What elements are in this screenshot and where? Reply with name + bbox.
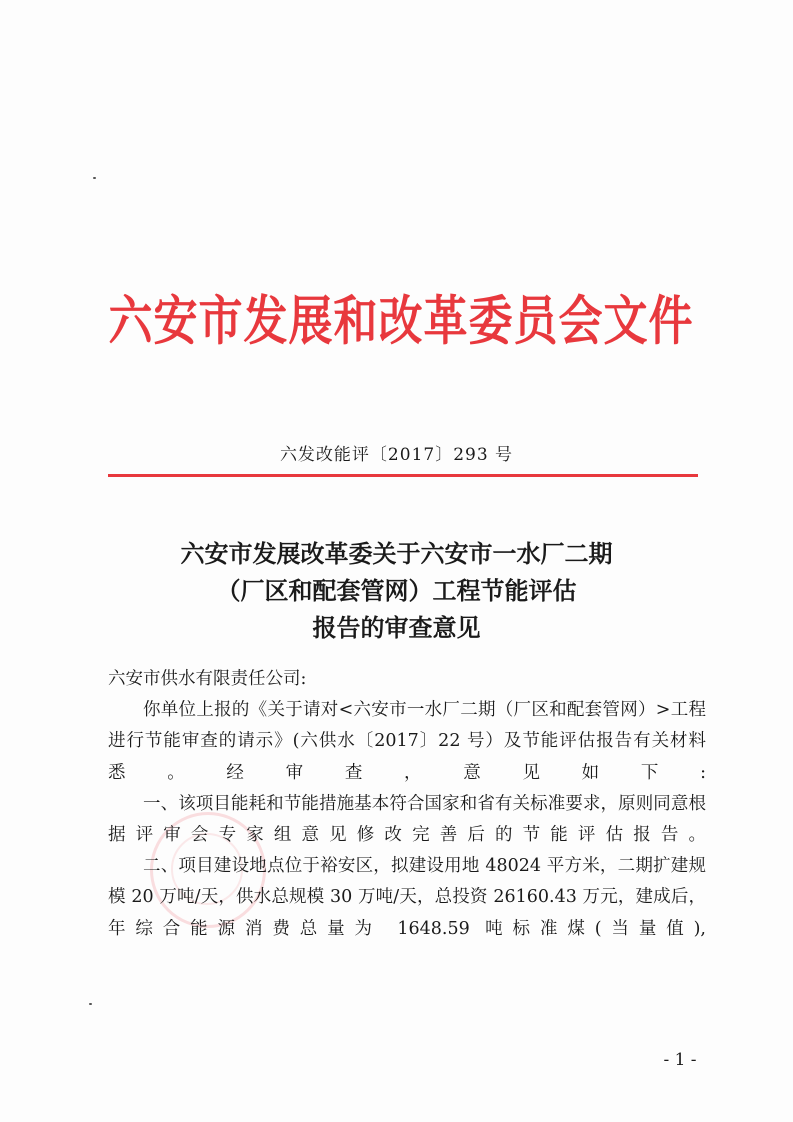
title-line-1: 六安市发展改革委关于六安市一水厂二期 xyxy=(180,539,613,568)
body-paragraph-1: 你单位上报的《关于请对<六安市一水厂二期（厂区和配套管网）>工程进行节能审查的请示》(六供水〔2017〕22 号）及节能评估报告有关材料悉。经审查，意见如下: xyxy=(108,700,706,783)
scan-speck xyxy=(89,1003,92,1005)
title-line-3: 报告的审查意见 xyxy=(312,613,481,642)
salutation: 六安市供水有限责任公司: xyxy=(108,669,307,689)
red-divider-line xyxy=(108,474,698,477)
body-paragraph-3: 二、项目建设地点位于裕安区，拟建设用地 48024 平方米，二期扩建规模 20 万吨/天，供水总规模 30 万吨/天，总投资 26160.43 万元，建成后，年综合能源消费总量为 1648.59 吨标准煤(当量值), xyxy=(108,856,706,939)
document-title xyxy=(60,535,733,646)
document-body xyxy=(108,664,706,945)
document-number: 六发改能评〔2017〕293 号 xyxy=(279,445,514,465)
issuing-organization-header: 六安市发展和改革委员会文件 xyxy=(108,291,694,353)
scan-speck xyxy=(93,177,96,179)
body-paragraph-2: 一、该项目能耗和节能措施基本符合国家和省有关标准要求，原则同意根据评审会专家组意见修改完善后的节能评估报告。 xyxy=(108,793,706,846)
title-line-2: （厂区和配套管网）工程节能评估 xyxy=(216,576,577,605)
page-number: - 1 - xyxy=(663,1050,697,1070)
